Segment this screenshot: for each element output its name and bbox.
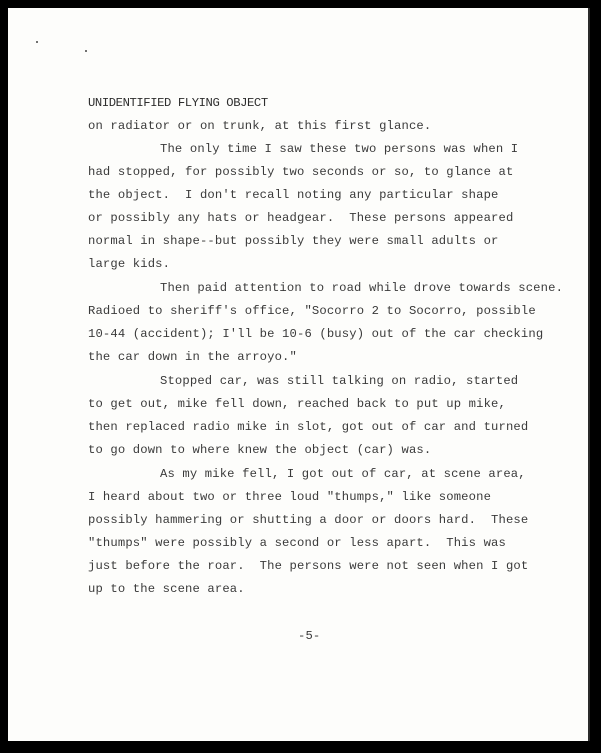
- text-line: the object. I don't recall noting any particular shape: [88, 188, 499, 202]
- text-line: large kids.: [88, 257, 171, 271]
- text-line: to get out, mike fell down, reached back to put up mike,: [88, 397, 506, 411]
- text-line: "thumps" were possibly a second or less apart. This was: [88, 536, 506, 550]
- text-line: on radiator or on trunk, at this first glance.: [88, 119, 432, 133]
- text-line: I heard about two or three loud "thumps," like someone: [88, 490, 492, 504]
- text-line: had stopped, for possibly two seconds or so, to glance at: [88, 165, 514, 179]
- text-line: Then paid attention to road while drove towards scene.: [160, 281, 564, 295]
- paper-speck: [36, 41, 38, 43]
- text-line: Stopped car, was still talking on radio, started: [160, 374, 519, 388]
- text-line: normal in shape--but possibly they were small adults or: [88, 234, 499, 248]
- text-line: Radioed to sheriff's office, "Socorro 2 to Socorro, possible: [88, 304, 536, 318]
- text-line: then replaced radio mike in slot, got out of car and turned: [88, 420, 529, 434]
- text-line: 10-44 (accident); I'll be 10-6 (busy) out of the car checking: [88, 327, 544, 341]
- text-line: the car down in the arroyo.": [88, 350, 297, 364]
- text-line: possibly hammering or shutting a door or doors hard. These: [88, 513, 529, 527]
- text-line: As my mike fell, I got out of car, at scene area,: [160, 467, 526, 481]
- paper-speck: [85, 50, 87, 52]
- document-heading: UNIDENTIFIED FLYING OBJECT: [88, 96, 268, 110]
- text-line: to go down to where knew the object (car) was.: [88, 443, 432, 457]
- text-line: The only time I saw these two persons was when I: [160, 142, 519, 156]
- page-number: -5-: [298, 629, 321, 643]
- document-page: [8, 8, 590, 741]
- text-line: up to the scene area.: [88, 582, 245, 596]
- text-line: or possibly any hats or headgear. These persons appeared: [88, 211, 514, 225]
- text-line: just before the roar. The persons were not seen when I got: [88, 559, 529, 573]
